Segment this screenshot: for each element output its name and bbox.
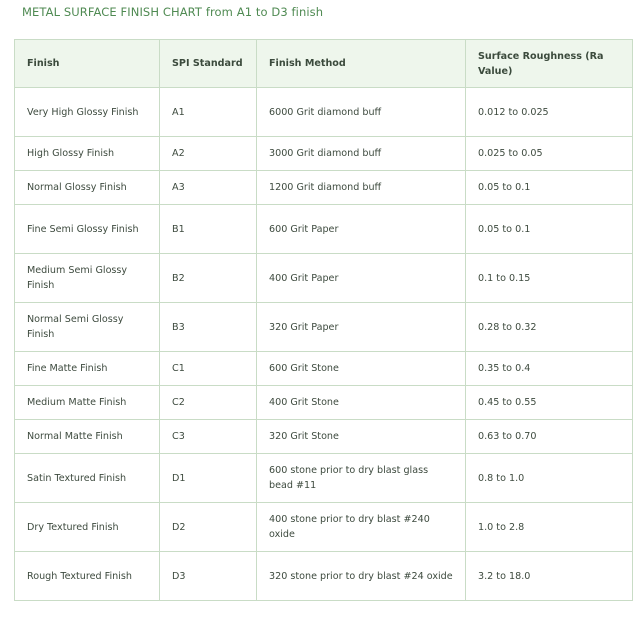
table-header-row <box>15 40 633 88</box>
cell-method: 3000 Grit diamond buff <box>257 137 466 171</box>
cell-roughness: 0.1 to 0.15 <box>466 254 633 303</box>
cell-roughness: 3.2 to 18.0 <box>466 552 633 601</box>
cell-spi: C3 <box>160 420 257 454</box>
table-row <box>15 552 633 601</box>
page-title: METAL SURFACE FINISH CHART from A1 to D3 finish <box>22 5 324 19</box>
cell-finish: Very High Glossy Finish <box>15 88 160 137</box>
cell-spi: C2 <box>160 386 257 420</box>
cell-method: 600 Grit Paper <box>257 205 466 254</box>
table-row <box>15 137 633 171</box>
cell-finish: Normal Semi Glossy Finish <box>15 303 160 352</box>
cell-finish: Normal Matte Finish <box>15 420 160 454</box>
cell-roughness: 0.28 to 0.32 <box>466 303 633 352</box>
cell-method: 400 stone prior to dry blast #240 oxide <box>257 503 466 552</box>
cell-method: 320 Grit Stone <box>257 420 466 454</box>
cell-finish: High Glossy Finish <box>15 137 160 171</box>
cell-spi: D1 <box>160 454 257 503</box>
table-row <box>15 352 633 386</box>
cell-roughness: 0.025 to 0.05 <box>466 137 633 171</box>
cell-method: 320 stone prior to dry blast #24 oxide <box>257 552 466 601</box>
column-header-finish-method: Finish Method <box>257 40 466 88</box>
cell-finish: Normal Glossy Finish <box>15 171 160 205</box>
cell-method: 600 Grit Stone <box>257 352 466 386</box>
cell-spi: B3 <box>160 303 257 352</box>
table-row <box>15 88 633 137</box>
cell-spi: A2 <box>160 137 257 171</box>
cell-spi: B2 <box>160 254 257 303</box>
cell-method: 1200 Grit diamond buff <box>257 171 466 205</box>
cell-method: 320 Grit Paper <box>257 303 466 352</box>
cell-roughness: 0.35 to 0.4 <box>466 352 633 386</box>
cell-roughness: 0.05 to 0.1 <box>466 205 633 254</box>
cell-method: 6000 Grit diamond buff <box>257 88 466 137</box>
cell-finish: Fine Semi Glossy Finish <box>15 205 160 254</box>
cell-roughness: 0.63 to 0.70 <box>466 420 633 454</box>
cell-spi: B1 <box>160 205 257 254</box>
finish-chart-table <box>14 39 633 601</box>
cell-finish: Fine Matte Finish <box>15 352 160 386</box>
table-row <box>15 205 633 254</box>
column-header-finish: Finish <box>15 40 160 88</box>
cell-method: 600 stone prior to dry blast glass bead #11 <box>257 454 466 503</box>
cell-spi: D2 <box>160 503 257 552</box>
cell-roughness: 0.012 to 0.025 <box>466 88 633 137</box>
cell-finish: Dry Textured Finish <box>15 503 160 552</box>
cell-roughness: 0.8 to 1.0 <box>466 454 633 503</box>
cell-method: 400 Grit Paper <box>257 254 466 303</box>
cell-spi: D3 <box>160 552 257 601</box>
cell-roughness: 1.0 to 2.8 <box>466 503 633 552</box>
cell-finish: Satin Textured Finish <box>15 454 160 503</box>
table-row <box>15 254 633 303</box>
table-row <box>15 171 633 205</box>
cell-roughness: 0.05 to 0.1 <box>466 171 633 205</box>
cell-finish: Medium Matte Finish <box>15 386 160 420</box>
cell-roughness: 0.45 to 0.55 <box>466 386 633 420</box>
cell-spi: A3 <box>160 171 257 205</box>
table-row <box>15 503 633 552</box>
column-header-surface-roughness: Surface Roughness (Ra Value) <box>466 40 633 88</box>
table-row <box>15 420 633 454</box>
column-header-spi-standard: SPI Standard <box>160 40 257 88</box>
table-row <box>15 386 633 420</box>
table-row <box>15 303 633 352</box>
cell-spi: C1 <box>160 352 257 386</box>
cell-finish: Medium Semi Glossy Finish <box>15 254 160 303</box>
cell-method: 400 Grit Stone <box>257 386 466 420</box>
cell-spi: A1 <box>160 88 257 137</box>
table-row <box>15 454 633 503</box>
cell-finish: Rough Textured Finish <box>15 552 160 601</box>
